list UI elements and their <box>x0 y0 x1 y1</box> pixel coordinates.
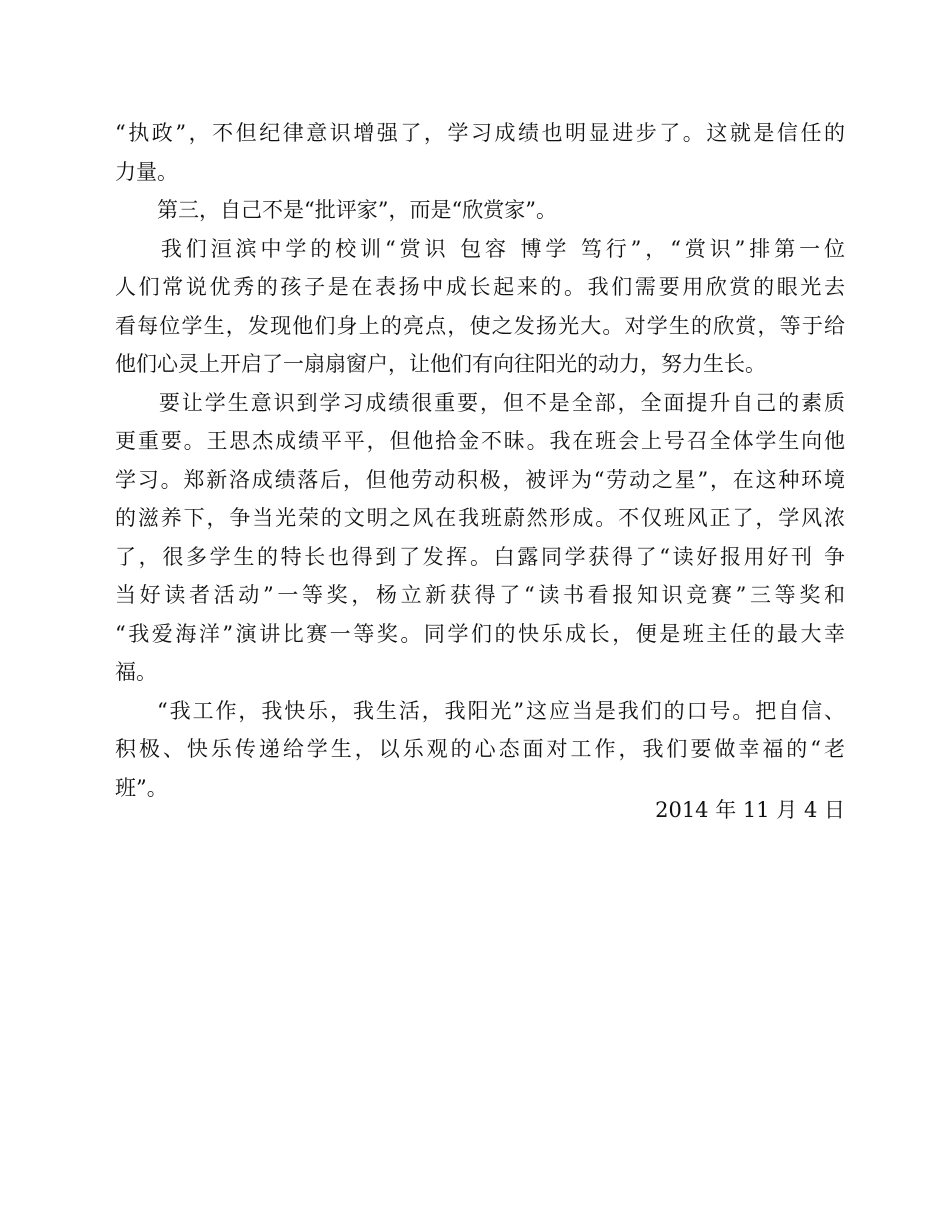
text-line <box>115 230 845 269</box>
line-text: “我工作，我快乐，我生活，我阳光”这应当是我们的口号。把自信、 <box>157 698 845 723</box>
text-line <box>115 384 845 423</box>
line-text: 要让学生意识到学习成绩很重要，但不是全部，全面提升自己的素质 <box>157 390 845 415</box>
text-line: 力量。 <box>115 159 178 184</box>
text-line: 学习。郑新洛成绩落后，但他劳动积极，被评为“劳动之星”，在这种环境 <box>115 467 845 492</box>
text-line: 班”。 <box>115 775 168 800</box>
paragraph-2 <box>115 191 845 230</box>
text-line: 了，很多学生的特长也得到了发挥。白露同学获得了“读好报用好刊 争 <box>115 544 845 569</box>
paragraph-3 <box>115 230 845 384</box>
text-line <box>115 191 845 230</box>
text-line <box>115 692 845 731</box>
text-line: 看每位学生，发现他们身上的亮点，使之发扬光大。对学生的欣赏，等于给 <box>115 313 845 338</box>
text-line: 更重要。王思杰成绩平平，但他拾金不昧。我在班会上号召全体学生向他 <box>115 429 845 453</box>
document-date: 2014 年 11 月 4 日 <box>655 798 845 822</box>
text-line: 人们常说优秀的孩子是在表扬中成长起来的。我们需要用欣赏的眼光去 <box>115 275 845 299</box>
text-line: “我爱海洋”演讲比赛一等奖。同学们的快乐成长，便是班主任的最大幸 <box>115 621 845 646</box>
document-body <box>115 114 845 807</box>
text-line: 积极、快乐传递给学生，以乐观的心态面对工作，我们要做幸福的“老 <box>115 737 845 761</box>
line-text: 第三，自己不是“批评家”，而是“欣赏家”。 <box>157 198 557 222</box>
text-line: 当好读者活动”一等奖，杨立新获得了“读书看报知识竞赛”三等奖和 <box>115 583 845 607</box>
paragraph-5 <box>115 692 845 808</box>
text-line: “执政”，不但纪律意识增强了，学习成绩也明显进步了。这就是信任的 <box>115 121 845 145</box>
line-text: 我们洹滨中学的校训“赏识 包容 博学 笃行”，“赏识”排第一位 <box>157 236 845 261</box>
paragraph-1 <box>115 114 845 191</box>
text-line: 他们心灵上开启了一扇扇窗户，让他们有向往阳光的动力，努力生长。 <box>115 352 766 376</box>
paragraph-4 <box>115 384 845 692</box>
text-line: 的滋养下，争当光荣的文明之风在我班蔚然形成。不仅班风正了，学风浓 <box>115 506 845 530</box>
text-line: 福。 <box>115 660 157 684</box>
